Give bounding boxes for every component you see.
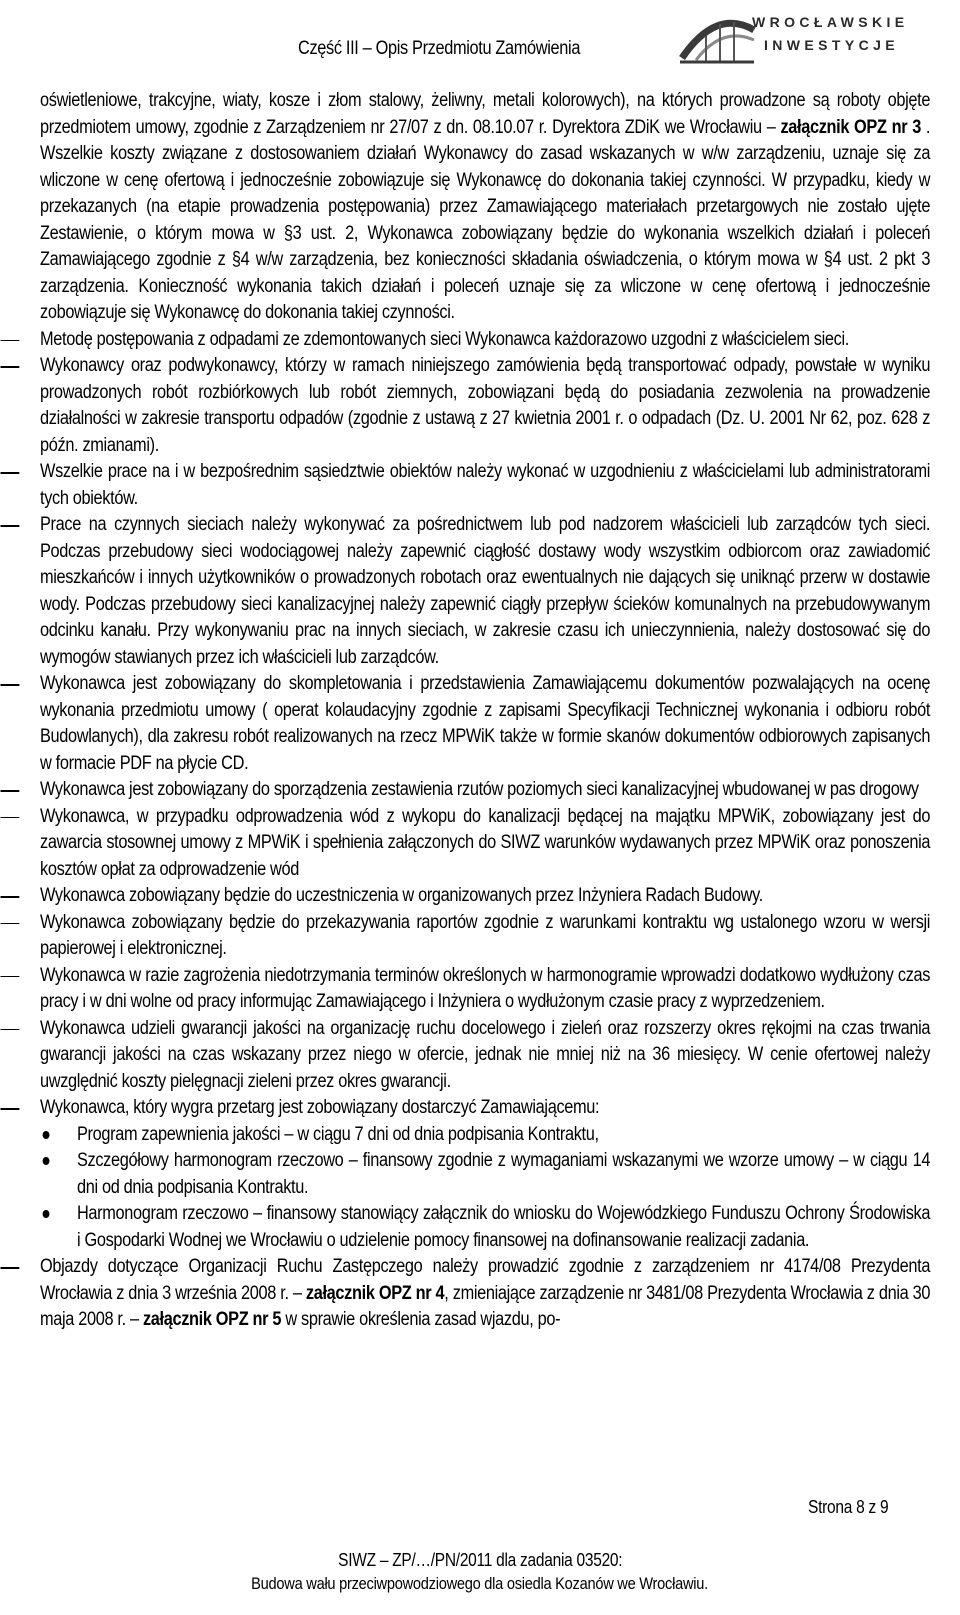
dash-icon (0, 976, 19, 978)
attachment-ref-3: załącznik OPZ nr 3 (780, 116, 921, 138)
intro-text-1: oświetleniowe, trakcyjne, wiaty, kosze i złom stalowy, żeliwny, metali kolorowych), na których prowadzone są roboty objęte przedmiotem umowy, zgodnie z Zarządzeniem nr 27/07 z dn. 08.10.07 r. Dyrektora ZDiK we Wrocławiu – (40, 90, 931, 138)
footer-line-2: Budowa wału przeciwpowodziowego dla osiedla Kozanów we Wrocławiu. (251, 1574, 709, 1593)
list-item: Wszelkie prace na i w bezpośrednim sąsiedztwie obiektów należy wykonać w uzgodnieniu z właścicielami lub administratorami tych obiektów. (40, 459, 930, 512)
attachment-ref-5: załącznik OPZ nr 5 (142, 1309, 282, 1330)
logo (676, 0, 956, 70)
intro-text-2: . Wszelkie koszty związane z dostosowaniem działań Wykonawcy do zasad wskazanych w w/w zarządzeniu, uznaje się za wliczone w cenę ofertową i jednocześnie zobowiązuje się Wykonawcę do dokonania takiej czynności. W przypadku, kiedy w przekazanych (na etapie prowadzenia postępowania) przez Zamawiającego materiałach przetargowych nie zostało ujęte Zestawienie, o którym mowa w §3 ust. 2, Wykonawca zobowiązany będzie do wykonania wszelkich działań i poleceń Zamawiającego zgodnie z §4 w/w zarządzenia, bez konieczności składania oświadczenia, o którym mowa w §4 ust. 2 pkt 3 zarządzenia. Konieczność wykonania takich działań i poleceń uznaje się za wliczone w cenę ofertową i jednocześnie zobowiązuje się Wykonawcę do dokonania takiej czynności. (40, 116, 931, 323)
list-item: Objazdy dotyczące Organizacji Ruchu Zastępczego należy prowadzić zgodnie z zarządzeniem nr 4174/08 Prezydenta Wrocławia z dnia 3 września 2008 r. – załącznik OPZ nr 4, zmieniające zarządzenie nr 3481/08 Prezydenta Wrocławia z dnia 30 maja 2008 r. – załącznik OPZ nr 5 w sprawie określenia zasad wjazdu, po- (40, 1254, 930, 1334)
dash-icon (0, 684, 19, 686)
list-item: Wykonawca jest zobowiązany do sporządzenia zestawienia rzutów poziomych sieci kanalizacyjnej wbudowanej w pas drogowy (40, 777, 930, 804)
bridge-logo-icon (676, 0, 756, 70)
attachment-ref-4: załącznik OPZ nr 4 (305, 1282, 445, 1304)
dash-icon (0, 472, 19, 474)
dash-icon (0, 1267, 19, 1269)
bullet-item: Harmonogram rzeczowo – finansowy stanowiący załącznik do wniosku do Wojewódzkiego Funduszu Ochrony Środowiska i Gospodarki Wodnej we Wrocławiu o udzielenie pomocy finansowej na dofinansowanie realizacji zadania. (40, 1201, 930, 1254)
dash-icon (0, 896, 19, 898)
dash-icon (0, 923, 19, 925)
page-header (0, 0, 960, 70)
document-body (40, 88, 931, 1334)
list-item: Wykonawca zobowiązany będzie do przekazywania raportów zgodnie z warunkami kontraktu wg ustalonego wzoru w wersji papierowej i elektronicznej. (40, 910, 930, 963)
dash-icon (0, 817, 19, 819)
list-item: Wykonawca udzieli gwarancji jakości na organizację ruchu docelowego i zieleń oraz rozszerzy okres rękojmi na czas trwania gwarancji jakości na czas wskazany przez niego w ofercie, jednak nie mniej niż na 36 miesięcy. W cenie ofertowej należy uwzględnić koszty pielęgnacji zieleni przez okres gwarancji. (40, 1016, 930, 1096)
logo-text-line2: INWESTYCJE (764, 37, 900, 53)
bullet-icon (43, 1210, 50, 1218)
bullet-item: Szczegółowy harmonogram rzeczowo – finansowy zgodnie z wymaganiami wskazanymi we wzorze umowy – w ciągu 14 dni od dnia podpisania Kontraktu. (40, 1148, 930, 1201)
list-item: Metodę postępowania z odpadami ze zdemontowanych sieci Wykonawca każdorazowo uzgodni z właścicielem sieci. (40, 327, 930, 354)
list-item: Prace na czynnych sieciach należy wykonywać za pośrednictwem lub pod nadzorem właścicieli lub zarządców tych sieci. Podczas przebudowy sieci wodociągowej należy zapewnić ciągłość dostawy wody wszystkim odbiorcom oraz zawiadomić mieszkańców i innych użytkowników o prowadzonych robotach oraz ewentualnych nie dających się uniknąć przerw w dostawie wody. Podczas przebudowy sieci kanalizacyjnej należy zapewnić ciągły przepływ ścieków komunalnych na przebudowywanym odcinku kanału. Przy wykonywaniu prac na innych sieciach, w zakresie czasu ich unieczynnienia, należy dostosować się do wymogów stawianych przez ich właścicieli lub zarządców. (40, 512, 930, 671)
logo-text-line1: WROCŁAWSKIE (752, 14, 909, 30)
intro-paragraph (40, 88, 930, 327)
dash-icon (0, 1029, 19, 1031)
dash-icon (0, 790, 19, 792)
bullet-item: Program zapewnienia jakości – w ciągu 7 dni od dnia podpisania Kontraktu, (40, 1122, 930, 1149)
footer-line-1: SIWZ – ZP/…/PN/2011 dla zadania 03520: (337, 1550, 623, 1570)
dash-icon (0, 366, 19, 368)
list-item: Wykonawca, który wygra przetarg jest zobowiązany dostarczyć Zamawiającemu: (40, 1095, 930, 1122)
list-item: Wykonawcy oraz podwykonawcy, którzy w ramach niniejszego zamówienia będą transportować odpady, powstałe w wyniku prowadzonych robót rozbiórkowych lub robót ziemnych, zobowiązani będą do posiadania zezwolenia na prowadzenie działalności w zakresie transportu odpadów (zgodnie z ustawą z 27 kwietnia 2001 r. o odpadach (Dz. U. 2001 Nr 62, poz. 628 z późn. zmianami). (40, 353, 930, 459)
list-item: Wykonawca jest zobowiązany do skompletowania i przedstawienia Zamawiającemu dokumentów pozwalających na ocenę wykonania przedmiotu umowy ( operat kolaudacyjny zgodnie z zapisami Specyfikacji Technicznej wykonania i odbioru robót Budowlanych), dla zakresu robót realizowanych na rzecz MPWiK także w formie skanów dokumentów odbiorowych zapisanych w formacie PDF na płycie CD. (40, 671, 930, 777)
page-number: Strona 8 z 9 (808, 1497, 889, 1517)
list-item: Wykonawca w razie zagrożenia niedotrzymania terminów określonych w harmonogramie wprowadzi dodatkowo wydłużony czas pracy i w dni wolne od pracy informując Zamawiającego i Inżyniera o wydłużonym czasie pracy z wyprzedzeniem. (40, 963, 930, 1016)
header-title: Część III – Opis Przedmiotu Zamówienia (298, 38, 581, 59)
dash-icon (0, 525, 19, 527)
bullet-icon (43, 1157, 50, 1165)
dash-icon (0, 340, 19, 342)
bullet-list (40, 1122, 930, 1255)
list-item: Wykonawca zobowiązany będzie do uczestniczenia w organizowanych przez Inżyniera Radach Budowy. (40, 883, 930, 910)
list-item: Wykonawca, w przypadku odprowadzenia wód z wykopu do kanalizacji będącej na majątku MPWiK, zobowiązany jest do zawarcia stosownej umowy z MPWiK i spełnienia załączonych do SIWZ warunków wydawanych przez MPWiK oraz ponoszenia kosztów opłat za odprowadzenie wód (40, 804, 930, 884)
dash-icon (0, 1108, 19, 1110)
bullet-icon (43, 1131, 50, 1139)
